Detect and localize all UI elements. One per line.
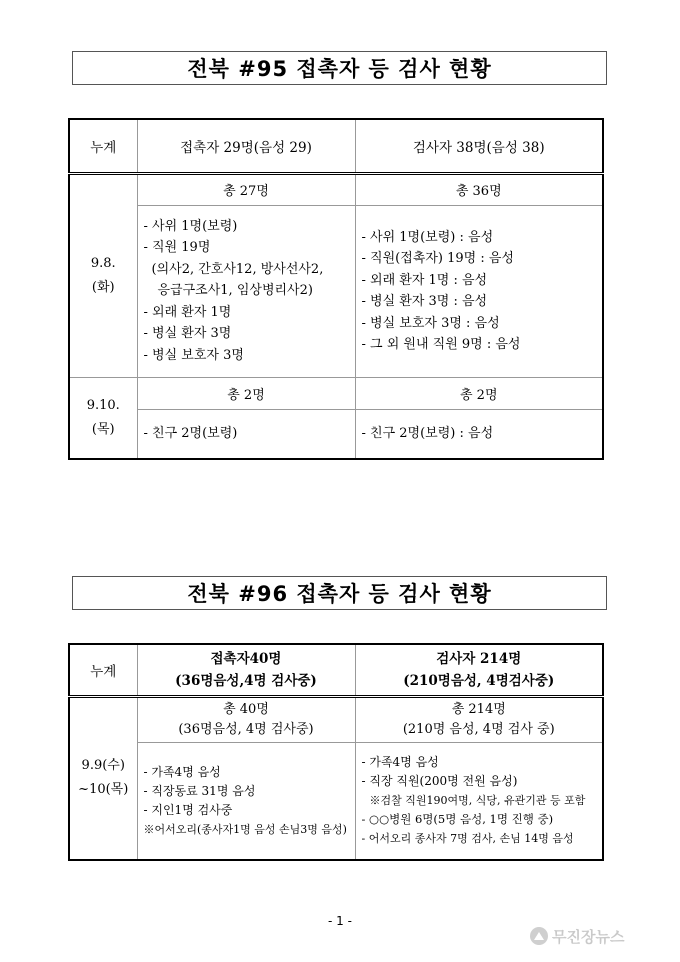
- tested-total-line1: 총 214명: [451, 701, 506, 717]
- list-item: - 친구 2명(보령): [143, 426, 238, 441]
- list-item: - 지인1명 검사중: [143, 802, 233, 817]
- row-date: [69, 173, 137, 377]
- header-tested-line1: 검사자 214명: [436, 650, 522, 667]
- list-item: - 사위 1명(보령): [143, 218, 238, 234]
- date-line1: 9.9(수): [81, 758, 125, 774]
- section2-title: 전북 #96 접촉자 등 검사 현황: [72, 576, 607, 610]
- header-contacts-line1: 접촉자40명: [210, 650, 282, 667]
- tested-total: 총 2명: [355, 377, 603, 409]
- contacts-detail: [137, 409, 355, 459]
- list-item: - 병실 환자 3명 : 음성: [361, 294, 488, 309]
- header-contacts-line2: (36명음성,4명 검사중): [175, 672, 317, 689]
- header-contacts: [137, 644, 355, 696]
- list-item: 응급구조사1, 임상병리사2): [157, 283, 313, 299]
- tested-detail: [355, 742, 603, 860]
- watermark-text: 무진장뉴스: [552, 927, 625, 946]
- header-cumulative: 누계: [69, 119, 137, 173]
- header-contacts: 접촉자 29명(음성 29): [137, 119, 355, 173]
- contacts-total-line2: (36명음성, 4명 검사중): [178, 721, 314, 737]
- list-item: - 직원 19명: [143, 240, 211, 256]
- tested-total-line2: (210명 음성, 4명 검사 중): [402, 721, 555, 737]
- list-item: - 사위 1명(보령) : 음성: [361, 229, 494, 245]
- list-item: - 병실 보호자 3명 : 음성: [361, 315, 500, 331]
- section1-title: 전북 #95 접촉자 등 검사 현황: [72, 51, 607, 85]
- list-item: - 그 외 원내 직원 9명 : 음성: [361, 337, 521, 352]
- date-line2: (목): [91, 421, 115, 437]
- contacts-total: 총 2명: [137, 377, 355, 409]
- tested-detail: [355, 205, 603, 377]
- header-tested-line2: (210명음성, 4명검사중): [403, 672, 555, 689]
- date-line1: 9.8.: [90, 255, 116, 271]
- page-number: - 1 -: [328, 914, 352, 928]
- list-item: - 어서오리 종사자 7명 검사, 손님 14명 음성: [361, 832, 574, 846]
- list-item: ※어서오리(종사자1명 음성 손님3명 음성): [143, 822, 347, 836]
- tested-total: 총 36명: [355, 173, 603, 205]
- list-item: - 외래 환자 1명 : 음성: [361, 272, 488, 288]
- date-line2: ~10(목): [78, 782, 129, 798]
- tested-total: [355, 696, 603, 742]
- list-item: - 가족4명 음성: [143, 764, 221, 779]
- section1-table: [68, 118, 604, 460]
- list-item: - 직원(접촉자) 19명 : 음성: [361, 251, 514, 266]
- header-tested: [355, 644, 603, 696]
- header-cumulative: 누계: [69, 644, 137, 696]
- watermark: [530, 924, 624, 948]
- contacts-total-line1: 총 40명: [223, 701, 269, 717]
- mountain-logo-icon: [530, 927, 548, 945]
- list-item: ※검찰 직원190여명, 식당, 유관기관 등 포함: [369, 794, 586, 808]
- row-date: [69, 696, 137, 860]
- list-item: - 외래 환자 1명: [143, 304, 232, 320]
- list-item: - 병실 보호자 3명: [143, 347, 244, 363]
- date-line1: 9.10.: [86, 397, 120, 413]
- tested-detail: [355, 409, 603, 459]
- date-line2: (화): [91, 279, 115, 295]
- contacts-detail: [137, 742, 355, 860]
- contacts-total: 총 27명: [137, 173, 355, 205]
- section2-table: [68, 643, 604, 861]
- list-item: - 직장 직원(200명 전원 음성): [361, 774, 518, 789]
- row-date: [69, 377, 137, 459]
- list-item: - 가족4명 음성: [361, 755, 439, 770]
- list-item: - ○○병원 6명(5명 음성, 1명 진행 중): [361, 812, 554, 827]
- header-tested: 검사자 38명(음성 38): [355, 119, 603, 173]
- list-item: - 친구 2명(보령) : 음성: [361, 426, 494, 441]
- list-item: (의사2, 간호사12, 방사선사2,: [151, 261, 324, 277]
- contacts-total: [137, 696, 355, 742]
- contacts-detail: [137, 205, 355, 377]
- list-item: - 병실 환자 3명: [143, 326, 232, 342]
- list-item: - 직장동료 31명 음성: [143, 783, 256, 798]
